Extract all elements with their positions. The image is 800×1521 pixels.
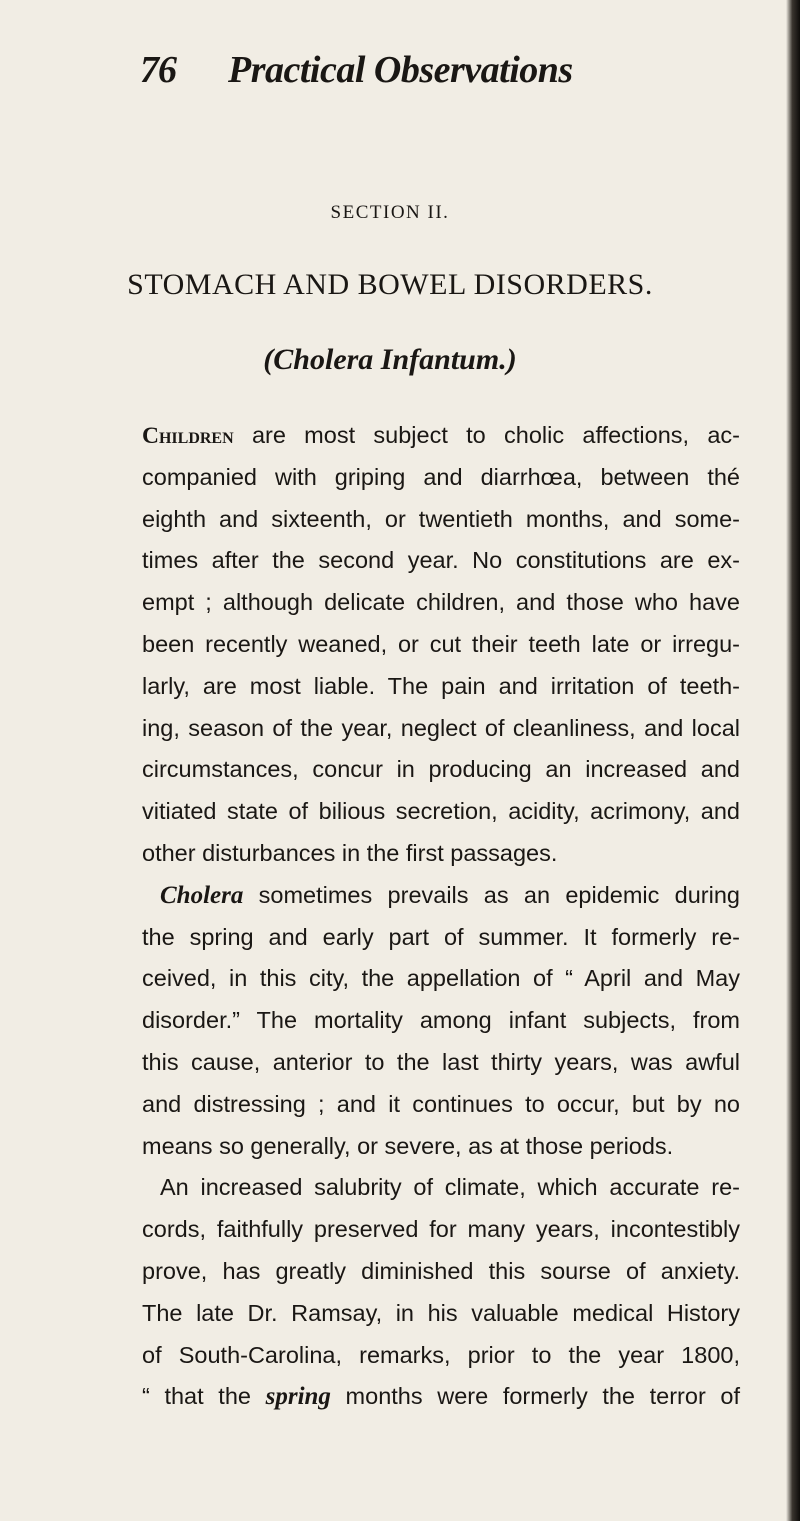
section-label: SECTION II. [330,202,450,223]
text-line [142,791,740,833]
text-line [142,1000,740,1042]
line-text: means so generally, or severe, as at those periods. [142,1132,674,1159]
italic-word: Cholera [160,881,244,909]
line-text: circumstances, concur in producing an increased and [142,756,740,783]
text-line [142,1376,740,1418]
line-text: “ that the [142,1383,266,1410]
text-line [142,624,740,666]
lead-word: Children [142,423,234,449]
line-text-after: months were formerly the terror of [330,1383,741,1410]
text-line [142,666,740,708]
line-text: An increased salubrity of climate, which accurate re- [160,1174,740,1201]
line-text: the spring and early part of summer. It formerly re- [142,923,740,950]
text-line [142,958,740,1000]
text-line [142,1251,740,1293]
italic-word: spring [265,1383,331,1411]
line-text: been recently weaned, or cut their teeth late or irregu- [142,630,740,657]
text-line [142,1335,740,1377]
line-text: ing, season of the year, neglect of cleanliness, and local [142,714,740,741]
page-header [140,48,740,108]
line-text: empt ; although delicate children, and those who have [142,589,740,616]
text-line [142,875,740,917]
text-line [142,582,740,624]
line-text: vitiated state of bilious secretion, acidity, acrimony, and [142,798,740,825]
line-text: this cause, anterior to the last thirty years, was awful [142,1048,740,1075]
text-line [142,833,740,875]
text-line [142,1084,740,1126]
line-text: companied with griping and diarrhœa, between thé [142,463,740,490]
line-text: and distressing ; and it continues to occur, but by no [142,1090,740,1117]
line-text: The late Dr. Ramsay, in his valuable medical History [142,1299,740,1326]
line-text: prove, has greatly diminished this sourse of anxiety. [142,1257,740,1284]
text-line [142,749,740,791]
line-text: larly, are most liable. The pain and irritation of teeth- [142,672,740,699]
line-text: disorder.” The mortality among infant subjects, from [142,1007,740,1034]
line-text: times after the second year. No constitutions are ex- [142,547,740,574]
text-line [142,1293,740,1335]
text-line [142,1209,740,1251]
body-text [142,415,740,1418]
text-line [142,1167,740,1209]
text-line [142,1042,740,1084]
section-title: STOMACH AND BOWEL DISORDERS. [127,268,653,301]
text-line [142,917,740,959]
line-text: eighth and sixteenth, or twentieth months, and some- [142,505,740,532]
line-text: of South-Carolina, remarks, prior to the year 1800, [142,1341,740,1368]
line-text: ceived, in this city, the appellation of “ April and May [142,965,740,992]
text-line [142,415,740,457]
line-text: sometimes prevails as an epidemic during [243,881,740,908]
line-text: cords, faithfully preserved for many years, incontestibly [142,1216,740,1243]
text-line [142,499,740,541]
text-line [142,457,740,499]
line-text: other disturbances in the first passages. [142,839,558,866]
text-line [142,708,740,750]
page-edge-shadow [786,0,800,1521]
section-subtitle: (Cholera Infantum.) [263,343,517,376]
running-title: Practical Observations [228,49,573,91]
line-text: are most subject to cholic affections, ac- [233,422,740,448]
page-number: 76 [140,49,176,91]
text-line [142,540,740,582]
text-line [142,1126,740,1168]
